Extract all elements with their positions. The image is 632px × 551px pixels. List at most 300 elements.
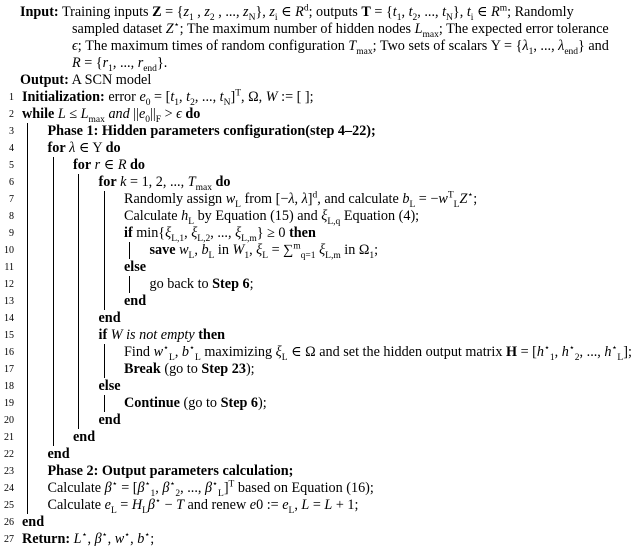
text-segment: , ...,: [194, 89, 220, 105]
text-segment: T: [348, 38, 357, 54]
text-segment: , ...,: [533, 38, 559, 54]
text-segment: β: [147, 497, 155, 513]
line-text: [48, 140, 121, 157]
text-segment: −: [160, 497, 177, 513]
text-segment: e: [282, 497, 289, 513]
keyword: Initialization:: [22, 89, 105, 105]
text-segment: λ: [288, 191, 295, 207]
text-segment: Training inputs: [58, 4, 153, 20]
block-guide-line: [53, 208, 54, 225]
text-segment: q=1: [300, 250, 316, 261]
text-segment: , and calculate: [317, 191, 403, 207]
keyword: end: [73, 429, 96, 445]
line-number: 27: [4, 534, 14, 545]
line-number: 16: [4, 347, 14, 358]
keyword: Phase 2: Output parameters calculation;: [47, 463, 294, 479]
line-text: [124, 259, 146, 276]
text-segment: ,: [294, 191, 302, 207]
keyword: end: [98, 310, 121, 326]
block-guide-line: [53, 327, 54, 344]
block-guide-line: [104, 259, 105, 276]
text-segment: ∈: [277, 4, 296, 20]
block-guide-line: [27, 140, 28, 157]
text-segment: ξ: [319, 242, 326, 258]
text-segment: R: [491, 4, 500, 20]
block-guide-line: [104, 293, 105, 310]
text-segment: T: [176, 497, 184, 513]
text-segment: 1: [244, 250, 250, 261]
algorithm-line: [0, 395, 617, 412]
text-segment: L: [414, 21, 423, 37]
text-segment: , ...,: [417, 4, 443, 20]
text-segment: ; outputs: [308, 4, 362, 20]
block-guide-line: [53, 361, 54, 378]
block-guide-line: [27, 157, 28, 174]
keyword: if: [124, 225, 133, 241]
text-segment: F: [155, 114, 162, 125]
text-segment: L: [409, 199, 416, 210]
text-segment: β: [137, 480, 145, 496]
line-text: [124, 395, 267, 412]
text-segment: b: [181, 344, 189, 360]
text-segment: ⋆: [81, 530, 88, 541]
text-segment: z: [269, 4, 275, 20]
text-segment: ,: [155, 480, 163, 496]
text-segment: 2: [175, 488, 181, 499]
text-segment: , ...,: [214, 4, 244, 20]
line-number: 11: [4, 262, 14, 273]
text-segment: ⋆: [169, 479, 176, 490]
text-segment: end: [564, 46, 579, 57]
text-segment: = −: [415, 191, 439, 207]
text-segment: ; The expected error tolerance: [438, 21, 609, 37]
text-segment: L: [324, 497, 333, 513]
line-text: [99, 412, 121, 429]
line-number: 21: [4, 432, 14, 443]
text-segment: T: [187, 174, 196, 190]
line-number: 26: [4, 517, 14, 528]
line-number: 22: [4, 449, 14, 460]
text-segment: L: [80, 106, 89, 122]
text-segment: β: [94, 531, 102, 547]
text-segment: 1: [396, 12, 402, 23]
text-segment: ,: [554, 344, 562, 360]
text-segment: t: [442, 4, 447, 20]
block-guide-line: [53, 293, 54, 310]
text-segment: T: [235, 88, 242, 99]
keyword: save: [149, 242, 176, 258]
line-text: [99, 310, 121, 327]
line-number: 3: [9, 126, 14, 137]
line-text: [22, 106, 200, 123]
block-guide-line: [78, 191, 79, 208]
block-guide-line: [104, 191, 105, 208]
text-segment: ξ: [191, 225, 198, 241]
block-guide-line: [27, 497, 28, 514]
text-segment: w: [153, 344, 164, 360]
input-text: [20, 4, 617, 72]
text-segment: z: [204, 4, 210, 20]
text-segment: + 1;: [332, 497, 359, 513]
text-segment: , ...,: [210, 225, 236, 241]
text-segment: min{: [132, 225, 166, 241]
keyword: then: [198, 327, 226, 343]
text-segment: ⋆: [101, 530, 108, 541]
text-segment: , Ω,: [241, 89, 266, 105]
text-segment: λ: [522, 38, 529, 54]
text-segment: b: [137, 531, 145, 547]
algorithm-line: [0, 191, 617, 208]
block-guide-line: [53, 395, 54, 412]
text-segment: Z: [165, 21, 174, 37]
keyword: Step 6: [220, 395, 259, 411]
line-text: [99, 174, 231, 191]
text-segment: 1: [189, 12, 194, 23]
block-guide-line: [53, 259, 54, 276]
text-segment: } ≥ 0: [256, 225, 290, 241]
text-segment: L,2: [197, 233, 211, 244]
block-guide-line: [129, 276, 130, 293]
text-segment: ≤: [65, 106, 81, 122]
block-guide-line: [104, 276, 105, 293]
text-segment: },: [452, 4, 467, 20]
text-segment: max: [356, 46, 373, 57]
text-segment: N: [223, 97, 231, 108]
text-segment: ,: [401, 4, 409, 20]
text-segment: L: [301, 497, 310, 513]
text-segment: R: [117, 157, 127, 173]
block-guide-line: [78, 293, 79, 310]
text-segment: = ∑: [268, 242, 294, 258]
text-segment: λ: [301, 191, 308, 207]
block-guide-line: [78, 378, 79, 395]
text-segment: t: [466, 4, 471, 20]
keyword: for: [47, 140, 66, 156]
block-guide-line: [78, 361, 79, 378]
block-guide-line: [27, 446, 28, 463]
text-segment: H: [131, 497, 143, 513]
block-guide-line: [53, 191, 54, 208]
text-segment: ξ: [275, 344, 282, 360]
keyword: for: [73, 157, 92, 173]
algorithm-line: [0, 514, 617, 531]
keyword: while: [22, 106, 55, 122]
block-guide-line: [104, 242, 105, 259]
line-text: [73, 157, 145, 174]
text-segment: 2: [412, 12, 418, 23]
block-guide-line: [78, 259, 79, 276]
block-guide-line: [27, 174, 28, 191]
text-segment: , ...,: [112, 55, 138, 71]
text-segment: and renew: [183, 497, 250, 513]
algorithm-line: [0, 497, 617, 514]
text-segment: R: [295, 4, 304, 20]
line-text: [48, 463, 294, 480]
text-segment: ; Two sets of scalars Υ = {: [372, 38, 523, 54]
text-segment: ξ: [321, 208, 328, 224]
text-segment: ;: [249, 276, 254, 292]
text-segment: Z: [459, 191, 468, 207]
text-segment: ; Randomly sampled dataset: [72, 4, 574, 37]
keyword: Step 6: [212, 276, 250, 292]
text-segment: ⋆: [543, 343, 550, 354]
keyword: do: [105, 140, 121, 156]
keyword: Output:: [20, 72, 69, 88]
text-segment: ||: [150, 106, 156, 122]
text-segment: ,: [184, 225, 192, 241]
text-segment: := [ ];: [277, 89, 314, 105]
text-segment: β: [204, 480, 213, 496]
text-segment: L: [194, 352, 201, 363]
output-spec: [0, 72, 617, 89]
block-guide-line: [104, 344, 105, 361]
text-segment: ,: [107, 531, 115, 547]
text-segment: ⋆: [568, 343, 575, 354]
text-segment: Calculate: [47, 497, 105, 513]
text-segment: );: [258, 395, 267, 411]
text-segment: h: [536, 344, 544, 360]
line-text: [48, 480, 374, 497]
text-segment: L: [142, 505, 148, 516]
text-segment: ,: [249, 242, 257, 258]
line-number: 8: [9, 211, 14, 222]
block-guide-line: [27, 191, 28, 208]
text-segment: 1: [528, 46, 534, 57]
text-segment: m: [293, 241, 301, 252]
text-segment: e: [249, 497, 257, 513]
line-text: [124, 293, 146, 310]
text-segment: L,1: [171, 233, 185, 244]
text-segment: = [: [150, 89, 171, 105]
block-guide-line: [27, 480, 28, 497]
line-text: [48, 446, 70, 463]
text-segment: ,: [174, 344, 182, 360]
line-text: [99, 378, 121, 395]
text-segment: L: [188, 250, 195, 261]
block-guide-line: [53, 225, 54, 242]
line-number: 6: [9, 177, 14, 188]
keyword: Z: [152, 4, 162, 20]
text-segment: z: [183, 4, 189, 20]
text-segment: e: [138, 106, 146, 122]
text-segment: ϵ: [176, 106, 182, 122]
line-number: 24: [4, 483, 14, 494]
line-number: 13: [4, 296, 14, 307]
line-text: [73, 429, 95, 446]
text-segment: λ: [69, 140, 76, 156]
text-segment: L: [281, 352, 288, 363]
algorithm-line: [0, 140, 617, 157]
line-text: [124, 208, 419, 225]
text-segment: 1: [369, 250, 375, 261]
text-segment: ξ: [165, 225, 172, 241]
text-segment: 1: [549, 352, 555, 363]
text-segment: w: [225, 191, 236, 207]
text-segment: by Equation (15) and: [194, 208, 322, 224]
block-guide-line: [78, 344, 79, 361]
keyword: do: [185, 106, 201, 122]
block-guide-line: [78, 276, 79, 293]
text-segment: 1: [174, 97, 180, 108]
text-segment: ξ: [256, 242, 263, 258]
algorithm-line: [0, 106, 617, 123]
algorithm-line: [0, 378, 617, 395]
text-segment: t: [392, 4, 397, 20]
text-segment: error: [104, 89, 140, 105]
text-segment: ⋆: [144, 530, 151, 541]
text-segment: ; The maximum number of hidden nodes: [179, 21, 415, 37]
text-segment: L: [73, 531, 82, 547]
algorithm-lines: [0, 88, 632, 548]
text-segment: (go to: [160, 361, 202, 377]
algorithm-line: [0, 225, 617, 242]
block-guide-line: [27, 344, 28, 361]
text-segment: 0: [145, 114, 151, 125]
line-number: 7: [9, 194, 14, 205]
text-segment: ,: [179, 89, 187, 105]
text-segment: t: [186, 89, 191, 105]
block-guide-line: [53, 310, 54, 327]
output-text: [20, 72, 617, 89]
text-segment: =: [309, 497, 325, 513]
line-text: [124, 191, 477, 208]
text-segment: b: [402, 191, 410, 207]
text-segment: = {: [80, 55, 103, 71]
text-segment: L: [218, 488, 224, 499]
text-segment: Calculate: [47, 480, 105, 496]
text-segment: L,m: [241, 233, 257, 244]
line-text: [124, 361, 255, 378]
line-number: 14: [4, 313, 14, 324]
block-guide-line: [78, 327, 79, 344]
block-guide-line: [27, 259, 28, 276]
text-segment: ||: [129, 106, 139, 122]
text-segment: 1: [108, 63, 113, 74]
algorithm-line: [0, 259, 617, 276]
line-number: 25: [4, 500, 14, 511]
block-guide-line: [78, 310, 79, 327]
keyword: else: [124, 259, 147, 275]
text-segment: =: [116, 497, 132, 513]
keyword: end: [98, 412, 121, 428]
block-guide-line: [27, 276, 28, 293]
algorithm-line: [0, 276, 617, 293]
algorithm-line: [0, 480, 617, 497]
block-guide-line: [53, 378, 54, 395]
text-segment: L: [188, 216, 195, 227]
block-guide-line: [53, 174, 54, 191]
keyword: then: [289, 225, 316, 241]
line-text: [48, 497, 359, 514]
text-segment: L: [110, 505, 117, 516]
text-segment: ⋆: [611, 343, 618, 354]
line-text: [124, 225, 316, 242]
text-segment: W: [232, 242, 245, 258]
text-segment: (go to: [179, 395, 221, 411]
text-segment: = {: [370, 4, 393, 20]
algorithm-line: [0, 123, 617, 140]
keyword: else: [98, 378, 121, 394]
text-segment: d: [303, 3, 309, 14]
line-text: [22, 531, 154, 548]
text-segment: λ: [558, 38, 565, 54]
keyword: T: [361, 4, 371, 20]
line-number: 9: [9, 228, 14, 239]
text-segment: ⋆: [212, 479, 218, 490]
text-segment: ,: [194, 242, 202, 258]
text-segment: L,q: [327, 216, 341, 227]
text-segment: ;: [473, 191, 478, 207]
text-segment: t: [170, 89, 175, 105]
text-segment: ∈: [100, 157, 118, 173]
text-segment: = [: [117, 480, 138, 496]
block-guide-line: [78, 208, 79, 225]
algorithm-line: [0, 310, 617, 327]
text-segment: Randomly assign: [124, 191, 226, 207]
block-guide-line: [27, 225, 28, 242]
text-segment: r: [102, 55, 109, 71]
text-segment: d: [312, 190, 318, 201]
text-segment: ; The maximum times of random configuration: [77, 38, 349, 54]
keyword: Break: [124, 361, 161, 377]
text-segment: 2: [574, 352, 580, 363]
text-segment: ξ: [235, 225, 242, 241]
text-segment: A SCN model: [68, 72, 152, 88]
line-number: 19: [4, 398, 14, 409]
text-segment: T: [228, 479, 235, 490]
text-segment: r: [137, 55, 144, 71]
text-segment: ϵ: [72, 38, 78, 54]
text-segment: 2: [190, 97, 195, 108]
text-segment: L: [617, 352, 624, 363]
text-segment: ]: [307, 191, 313, 207]
line-text: [99, 327, 226, 344]
algorithm-line: [0, 343, 632, 363]
block-guide-line: [53, 276, 54, 293]
text-segment: i: [274, 12, 278, 23]
text-segment: L,m: [325, 250, 341, 261]
text-segment: 0: [145, 97, 151, 108]
block-guide-line: [27, 310, 28, 327]
algorithm-line: [0, 531, 617, 548]
line-number: 4: [9, 143, 14, 154]
text-segment: and: [108, 106, 130, 122]
block-guide-line: [78, 174, 79, 191]
text-segment: 0 :=: [256, 497, 283, 513]
text-segment: z: [243, 4, 249, 20]
text-segment: 2: [209, 12, 215, 23]
text-segment: L: [57, 106, 66, 122]
block-guide-line: [27, 293, 28, 310]
block-guide-line: [104, 361, 105, 378]
text-segment: h: [604, 344, 612, 360]
algorithm-line: [0, 208, 617, 225]
line-number: 18: [4, 381, 14, 392]
text-segment: b: [201, 242, 209, 258]
text-segment: w: [438, 191, 448, 207]
text-segment: β: [162, 480, 170, 496]
keyword: H: [505, 344, 518, 360]
text-segment: ;: [150, 531, 155, 547]
text-segment: W is not empty: [110, 327, 195, 343]
line-number: 20: [4, 415, 14, 426]
text-segment: = {: [161, 4, 184, 20]
keyword: end: [124, 293, 147, 309]
text-segment: ];: [623, 344, 632, 360]
line-text: [124, 344, 632, 361]
text-segment: R: [72, 55, 81, 71]
algorithm-line: [0, 463, 617, 480]
